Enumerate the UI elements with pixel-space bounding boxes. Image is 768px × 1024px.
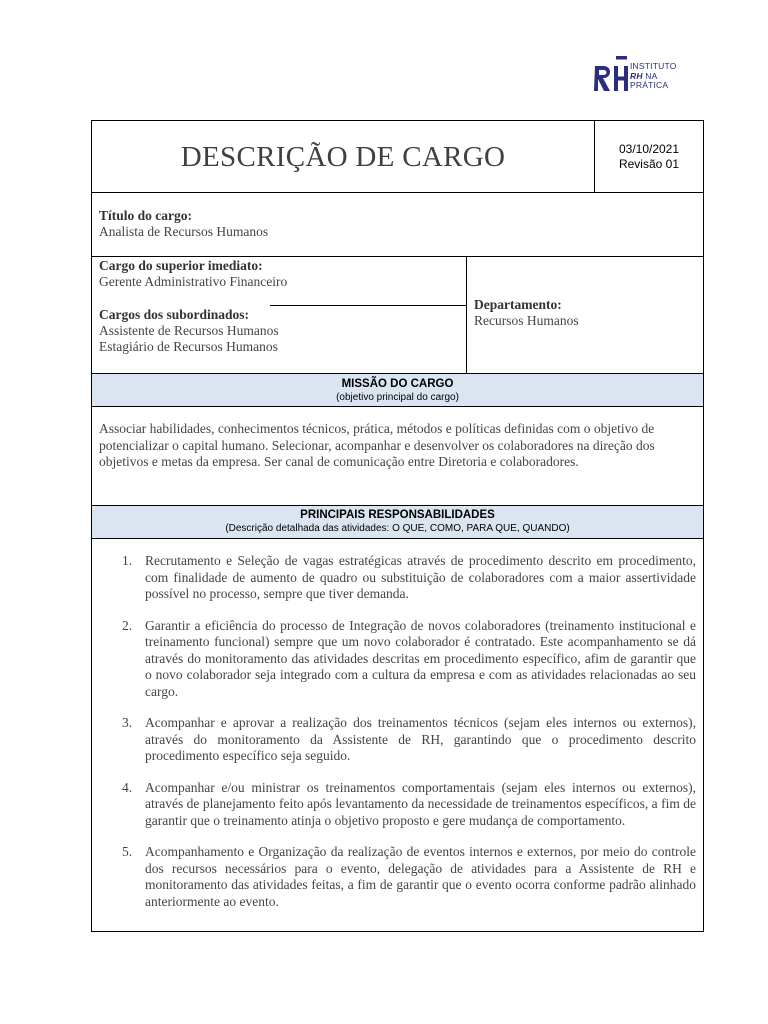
list-item: [92, 780, 703, 830]
job-title-value: Analista de Recursos Humanos: [99, 224, 269, 239]
mission-heading: MISSÃO DO CARGO: [341, 378, 454, 390]
item-number: 2.: [122, 617, 133, 633]
item-text: Recrutamento e Seleção de vagas estratégicas através de procedimento descrito em procedimento, com finalidade de aumento de quadro ou substituição de colaboradores com a maior assertividade possível no processo, sempre que tiver demanda.: [145, 553, 696, 601]
subordinates-block: [99, 307, 279, 355]
item-text: Acompanhar e/ou ministrar os treinamentos comportamentais (sejam eles internos ou externos), através de planejamento feito após levantamento da necessidade de treinamentos específicos, a fim de garantir que o treinamento atinja o objetivo proposto e gere mudança de comportamento.: [145, 779, 696, 828]
document-revision: Revisão 01: [618, 157, 680, 171]
responsibilities-heading: PRINCIPAIS RESPONSABILIDADES: [300, 509, 495, 521]
item-number: 4.: [122, 779, 133, 795]
item-text: Acompanhar e aprovar a realização dos treinamentos técnicos (sejam eles internos ou externos), através do monitoramento da Assistente de RH, garantindo que o procedimento descrito procedimento específico seja seguido.: [145, 715, 696, 763]
rh-logo-icon: [594, 54, 630, 94]
logo-line-3: PRÁTICA: [630, 80, 669, 90]
subordinate-item: Assistente de Recursos Humanos: [99, 323, 279, 338]
item-number: 5.: [122, 844, 133, 859]
list-item: [92, 715, 703, 765]
list-item: [92, 618, 703, 701]
date-revision-box: [595, 121, 703, 193]
hierarchy-row: [92, 257, 703, 373]
document-title: DESCRIÇÃO DE CARGO: [92, 121, 595, 193]
logo-line-1: INSTITUTO: [630, 61, 677, 71]
subordinates-label: Cargos dos subordinados:: [99, 307, 250, 322]
job-description-form: [91, 120, 704, 932]
item-text: Garantir a eficiência do processo de Integração de novos colaboradores (treinamento institucional e treinamento funcional) sempre que um novo colaborador é contratado. Este acompanhamento se dá através do monitoramento das atividades descritas em procedimento específico, afim de garantir que o novo colaborador seja integrado com a cultura da empresa e com as atividades relacionadas ao seu cargo.: [145, 617, 696, 699]
mission-header: [92, 373, 703, 407]
mission-subheading: (objetivo principal do cargo): [336, 392, 459, 403]
subordinate-item: Estagiário de Recursos Humanos: [99, 339, 278, 354]
department-cell: [467, 257, 703, 373]
document-date: 03/10/2021: [618, 142, 680, 156]
item-number: 3.: [122, 715, 133, 730]
superior-value: Gerente Administrativo Financeiro: [99, 274, 288, 289]
item-text: Acompanhamento e Organização da realização de eventos internos e externos, por meio do controle dos recursos necessários para o evento, delegação de atividades para a Assistente de RH e monitoramento das atividades feitas, a fim de garantir que o evento ocorra conforme padrão alinhado anteriormente ao evento.: [145, 844, 696, 909]
superior-label: Cargo do superior imediato:: [99, 258, 263, 273]
responsibilities-subheading: (Descrição detalhada das atividades: O QUE, COMO, PARA QUE, QUANDO): [225, 523, 570, 534]
logo-line-2-rest: NA: [642, 70, 658, 81]
responsibilities-list: [92, 553, 703, 910]
header-row: [92, 121, 703, 193]
hierarchy-left-cell: [92, 257, 467, 373]
institute-logo: [594, 54, 704, 96]
list-item: [92, 844, 703, 910]
job-title-row: [92, 193, 703, 257]
job-title-label: Título do cargo:: [99, 208, 192, 223]
logo-text: [630, 62, 677, 91]
list-item: [92, 553, 703, 603]
mission-body: [92, 407, 703, 505]
superior-block: [99, 258, 287, 290]
responsibilities-ol: [92, 553, 703, 910]
department-value: Recursos Humanos: [474, 313, 579, 328]
responsibilities-header: [92, 505, 703, 539]
item-number: 1.: [122, 553, 133, 568]
logo-line-2-bold: RH: [630, 70, 643, 81]
department-label: Departamento:: [474, 297, 562, 312]
mission-text: Associar habilidades, conhecimentos técnicos, prática, métodos e políticas definidas com o objetivo de potencializar o capital humano. Selecionar, acompanhar e desenvolver os colaboradores na direção dos objetivos e metas da empresa. Ser canal de comunicação entre Diretoria e colaboradores.: [99, 421, 655, 469]
divider-line: [270, 305, 467, 306]
